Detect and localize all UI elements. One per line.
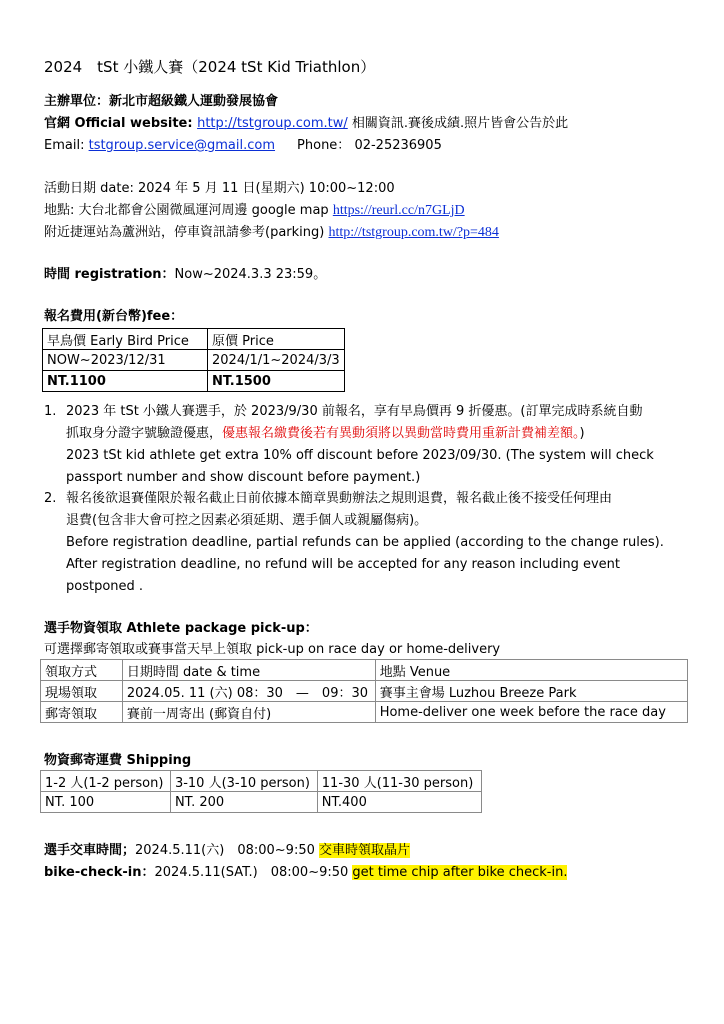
note-text: 2023 年 tSt 小鐵人賽選手，於 2023/9/30 前報名，享有早鳥價再 9 折優惠。(訂單完成時系統自動 [66, 404, 643, 419]
location-label: 地點: 大台北都會公園微風運河周邊 google map [44, 203, 333, 218]
note-line [66, 423, 585, 445]
pickup-heading: 選手物資領取 Athlete package pick-up： [44, 621, 318, 636]
pickup-table-cell: 賽事主會場 Luzhou Breeze Park [375, 681, 687, 702]
pickup-table-cell: 日期時間 date & time [122, 660, 375, 681]
fee-table-cell: 早鳥價 Early Bird Price [43, 329, 208, 350]
pickup-table-row [41, 681, 688, 702]
note-line [66, 554, 620, 576]
note-text: After registration deadline, no refund will be accepted for any reason including event [66, 557, 620, 572]
parking-link[interactable]: http://tstgroup.com.tw/?p=484 [328, 225, 499, 240]
registration-value: Now~2024.3.3 23:59。 [174, 267, 327, 282]
note-line [66, 576, 143, 598]
note-text: postponed . [66, 579, 144, 594]
fee-table-cell: 原價 Price [208, 329, 345, 350]
note-text: Before registration deadline, partial refunds can be applied (according to the change rules). [66, 535, 664, 550]
bike-line-en [44, 864, 567, 881]
pickup-table-row [41, 660, 688, 681]
note-text: 退費(包含非大會可控之因素必須延期、選手個人或親屬傷病)。 [66, 513, 428, 528]
phone-value: 02-25236905 [354, 138, 442, 153]
note-warning-text: 優惠報名繳費後若有異動須將以異動當時費用重新計費補差額。 [222, 426, 580, 441]
note-line [66, 401, 642, 423]
bike-line-zh [44, 842, 410, 859]
registration-label: 時間 registration： [44, 267, 175, 282]
pickup-subheading: 可選擇郵寄領取或賽事當天早上領取 pick-up on race day or home-delivery [44, 642, 501, 657]
note-number: 1. [44, 404, 57, 419]
fee-table-cell: NOW~2023/12/31 [43, 350, 208, 371]
fee-table-row [43, 329, 345, 350]
bike-time-zh: 2024.5.11(六) 08:00~9:50 [135, 843, 320, 858]
pickup-table-cell: 地點 Venue [375, 660, 687, 681]
shipping-table-row [41, 792, 482, 813]
location-line [44, 202, 465, 219]
fee-table [42, 328, 345, 392]
note-text: 2023 tSt kid athlete get extra 10% off discount before 2023/09/30. (The system will check [66, 448, 654, 463]
shipping-table-cell: 11-30 人(11-30 person) [317, 771, 481, 792]
event-date-line: 活動日期 date: 2024 年 5 月 11 日(星期六) 10:00~12:00 [44, 181, 395, 196]
page-title: 2024 tSt 小鐵人賽（2024 tSt Kid Triathlon） [44, 58, 376, 76]
parking-line [44, 224, 499, 241]
website-line [44, 115, 568, 132]
note-text: 報名後欲退賽僅限於報名截止日前依據本簡章異動辦法之規則退費，報名截止後不接受任何理由 [66, 491, 613, 506]
contact-line [44, 137, 442, 154]
shipping-table-cell: NT. 100 [41, 792, 171, 813]
fee-table-row [43, 371, 345, 392]
fee-heading: 報名費用(新台幣)fee： [44, 309, 184, 324]
pickup-table-cell: 2024.05. 11 (六) 08：30 — 09：30 [122, 681, 375, 702]
parking-label: 附近捷運站為蘆洲站，停車資訊請參考(parking) [44, 225, 329, 240]
pickup-table-row [41, 702, 688, 723]
shipping-table-cell: NT.400 [317, 792, 481, 813]
pickup-table-cell: 領取方式 [41, 660, 123, 681]
pickup-table-cell: 郵寄領取 [41, 702, 123, 723]
note-text: passport number and show discount before payment.) [66, 470, 421, 485]
shipping-heading: 物資郵寄運費 Shipping [44, 753, 192, 768]
fee-table-row [43, 350, 345, 371]
note-number: 2. [44, 491, 57, 506]
note-line [66, 445, 654, 467]
fee-table-cell: NT.1500 [208, 371, 345, 392]
bike-chip-note-en: get time chip after bike check-in. [352, 865, 568, 880]
website-note: 相關資訊.賽後成績.照片皆會公告於此 [347, 116, 569, 131]
bike-label-en: bike-check-in： [44, 865, 155, 880]
note-line [66, 467, 420, 489]
shipping-table-cell: NT. 200 [170, 792, 317, 813]
note-line [66, 488, 612, 510]
note-text: 抓取身分證字號驗證優惠， [66, 426, 223, 441]
shipping-table [40, 770, 482, 813]
fee-table-cell: NT.1100 [43, 371, 208, 392]
website-link[interactable]: http://tstgroup.com.tw/ [197, 116, 348, 131]
location-map-link[interactable]: https://reurl.cc/n7GLjD [332, 203, 465, 218]
email-label: Email: [44, 138, 89, 153]
registration-line [44, 266, 326, 283]
note-line [66, 532, 664, 554]
note-text: ) [579, 426, 585, 441]
bike-chip-note-zh: 交車時領取晶片 [319, 843, 411, 858]
shipping-table-row [41, 771, 482, 792]
shipping-table-cell: 1-2 人(1-2 person) [41, 771, 171, 792]
pickup-table-cell: 現場領取 [41, 681, 123, 702]
email-link[interactable]: tstgroup.service@gmail.com [88, 138, 276, 153]
organizer-line: 主辦單位：新北市超級鐵人運動發展協會 [44, 94, 279, 109]
pickup-table-cell: 賽前一周寄出 (郵資自付) [122, 702, 375, 723]
phone-label: Phone： [297, 138, 351, 153]
pickup-table-cell: Home-deliver one week before the race day [375, 702, 687, 723]
website-label: 官網 Official website: [44, 116, 198, 131]
shipping-table-cell: 3-10 人(3-10 person) [170, 771, 317, 792]
fee-table-cell: 2024/1/1~2024/3/3 [208, 350, 345, 371]
note-line [66, 510, 427, 532]
bike-label-zh: 選手交車時間； [44, 843, 136, 858]
bike-time-en: 2024.5.11(SAT.) 08:00~9:50 [154, 865, 353, 880]
pickup-table [40, 659, 688, 723]
